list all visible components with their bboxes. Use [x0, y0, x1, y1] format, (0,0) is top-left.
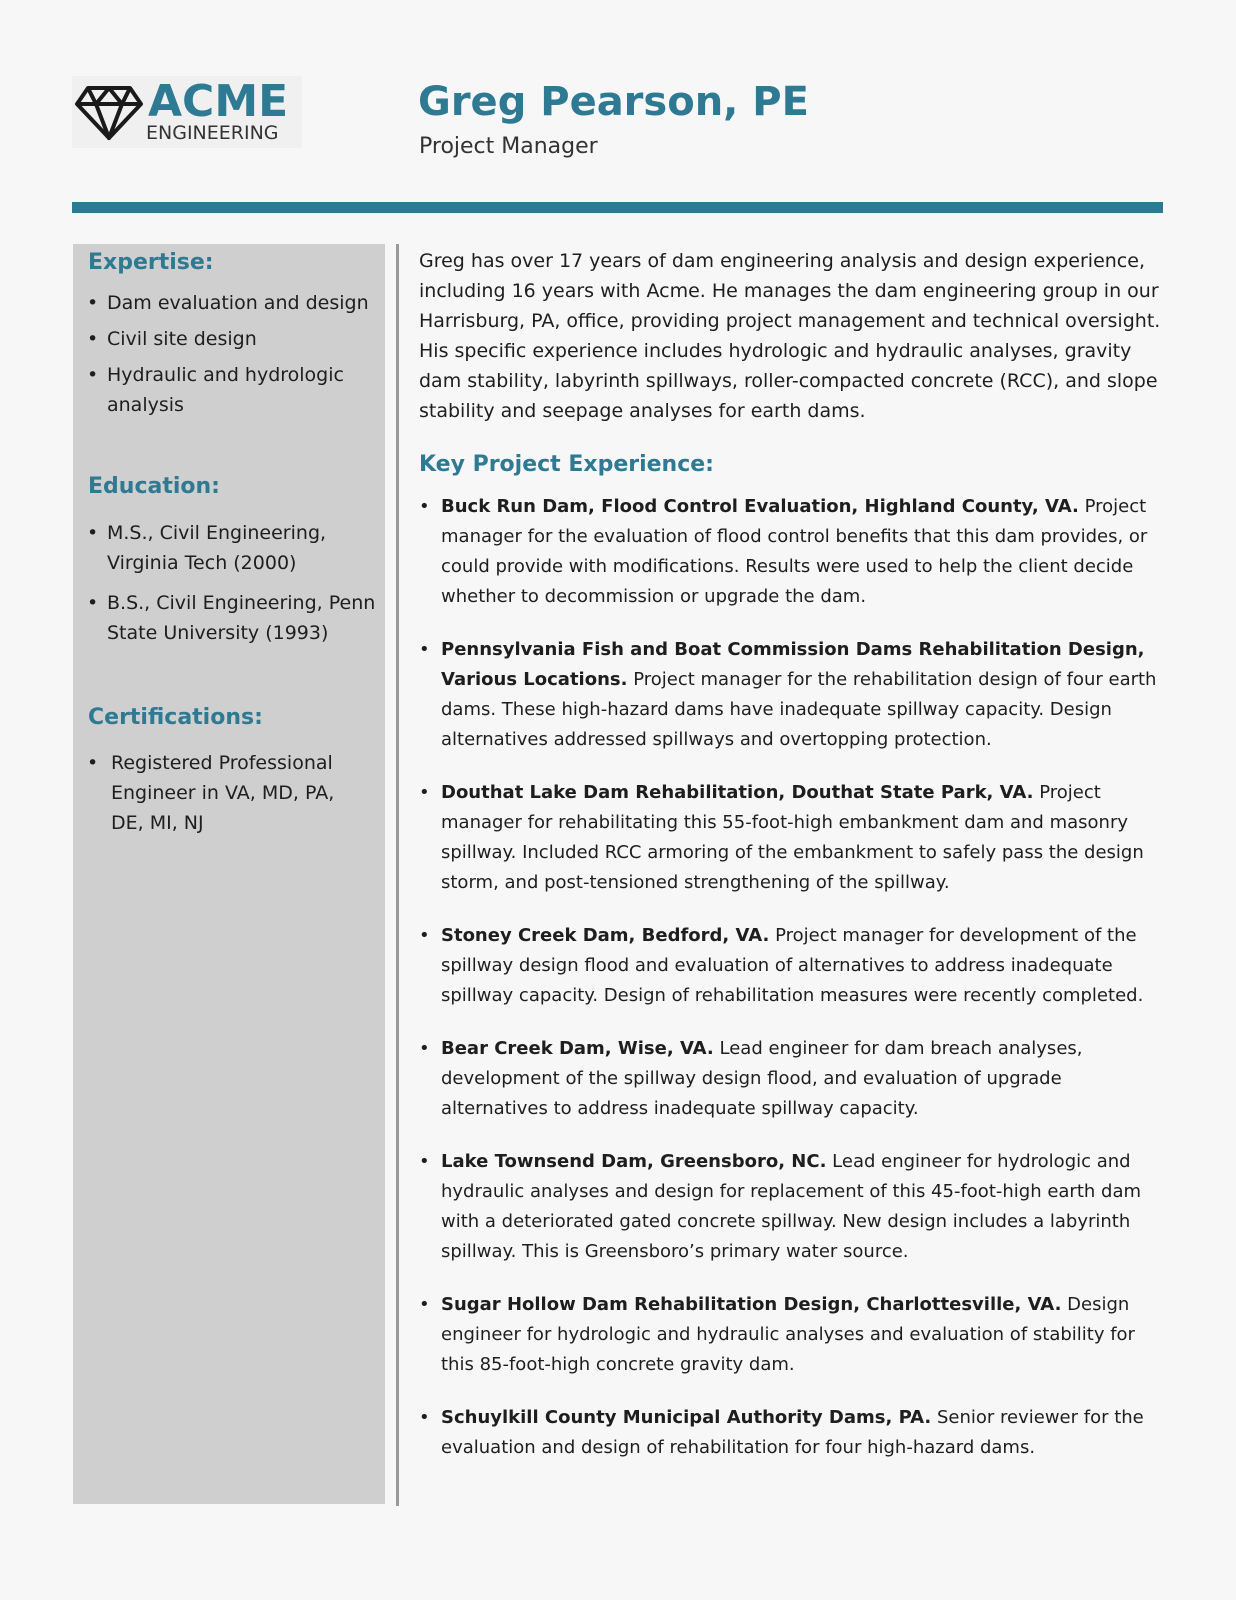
certification-item: • Registered Professional Engineer in VA, MD, PA, DE, MI, NJ: [87, 748, 367, 838]
project-title: Douthat Lake Dam Rehabilitation, Douthat State Park, VA.: [441, 782, 1034, 803]
project-description: Project manager for the rehabilitation design of four earth dams. These high-hazard dams have inadequate spillway capacity. Design alternatives addressed spillways and overtopping protection.: [441, 669, 1157, 750]
project-title: Pennsylvania Fish and Boat Commission Dams Rehabilitation Design, Various Locations.: [441, 639, 1145, 690]
project-description: Project manager for development of the spillway design flood and evaluation of alternatives to address inadequate spillway capacity. Design of rehabilitation measures were recently completed.: [441, 925, 1144, 1006]
logo-acme-text: ACME: [148, 76, 289, 127]
main-content: [419, 246, 1161, 1486]
project-item: [419, 778, 1161, 898]
expertise-heading: Expertise:: [88, 250, 214, 275]
project-item: [419, 1147, 1161, 1267]
education-list: [87, 518, 383, 654]
project-title: Bear Creek Dam, Wise, VA.: [441, 1038, 714, 1059]
education-item: • M.S., Civil Engineering, Virginia Tech (2000): [87, 518, 383, 578]
project-item: [419, 492, 1161, 612]
project-description: Senior reviewer for the evaluation and design of rehabilitation for four high-hazard dams.: [441, 1407, 1144, 1458]
project-title: Stoney Creek Dam, Bedford, VA.: [441, 925, 770, 946]
expertise-item: • Civil site design: [87, 324, 383, 354]
project-description: Project manager for the evaluation of flood control benefits that this dam provides, or could provide with modifications. Results were used to help the client decide whether to decommission or upgrade the dam.: [441, 496, 1148, 607]
project-title: Lake Townsend Dam, Greensboro, NC.: [441, 1151, 827, 1172]
project-description: Design engineer for hydrologic and hydraulic analyses and evaluation of stability for this 85-foot-high concrete gravity dam.: [441, 1294, 1135, 1375]
project-item: [419, 1403, 1161, 1463]
certifications-heading: Certifications:: [88, 705, 263, 730]
expertise-list: [87, 288, 383, 426]
project-item: [419, 1290, 1161, 1380]
person-title: Project Manager: [419, 134, 598, 159]
certifications-list: [87, 748, 367, 844]
expertise-item: • Dam evaluation and design: [87, 288, 383, 318]
education-item: • B.S., Civil Engineering, Penn State University (1993): [87, 588, 383, 648]
project-title: Schuylkill County Municipal Authority Dams, PA.: [441, 1407, 932, 1428]
header-divider: [72, 202, 1163, 213]
project-item: [419, 1034, 1161, 1124]
intro-paragraph: Greg has over 17 years of dam engineering analysis and design experience, including 16 years with Acme. He manages the dam engineering group in our Harrisburg, PA, office, providing project management and technical oversight. His specific experience includes hydrologic and hydraulic analyses, gravity dam stability, labyrinth spillways, roller-compacted concrete (RCC), and slope stability and seepage analyses for earth dams.: [419, 250, 1161, 422]
project-description: Project manager for rehabilitating this 55-foot-high embankment dam and masonry spillway. Included RCC armoring of the embankment to safely pass the design storm, and post-tensioned strengthening of the spillway.: [441, 782, 1144, 893]
key-project-heading: Key Project Experience:: [419, 452, 714, 477]
project-item: [419, 921, 1161, 1011]
diamond-icon: [74, 82, 144, 142]
project-title: Sugar Hollow Dam Rehabilitation Design, Charlottesville, VA.: [441, 1294, 1062, 1315]
project-title: Buck Run Dam, Flood Control Evaluation, Highland County, VA.: [441, 496, 1079, 517]
project-item: [419, 635, 1161, 755]
column-divider: [396, 244, 399, 1506]
project-list: [419, 492, 1161, 1463]
project-description: Lead engineer for hydrologic and hydraulic analyses and design for replacement of this 45-foot-high earth dam with a deteriorated gated concrete spillway. New design includes a labyrinth spillway. This is Greensboro’s primary water source.: [441, 1151, 1142, 1262]
company-logo: [72, 76, 302, 148]
expertise-item: • Hydraulic and hydrologic analysis: [87, 360, 383, 420]
sidebar: [73, 244, 385, 1504]
project-description: Lead engineer for dam breach analyses, development of the spillway design flood, and evaluation of upgrade alternatives to address inadequate spillway capacity.: [441, 1038, 1083, 1119]
person-name: Greg Pearson, PE: [418, 79, 809, 125]
education-heading: Education:: [88, 474, 220, 499]
logo-engineering-text: ENGINEERING: [146, 122, 279, 144]
